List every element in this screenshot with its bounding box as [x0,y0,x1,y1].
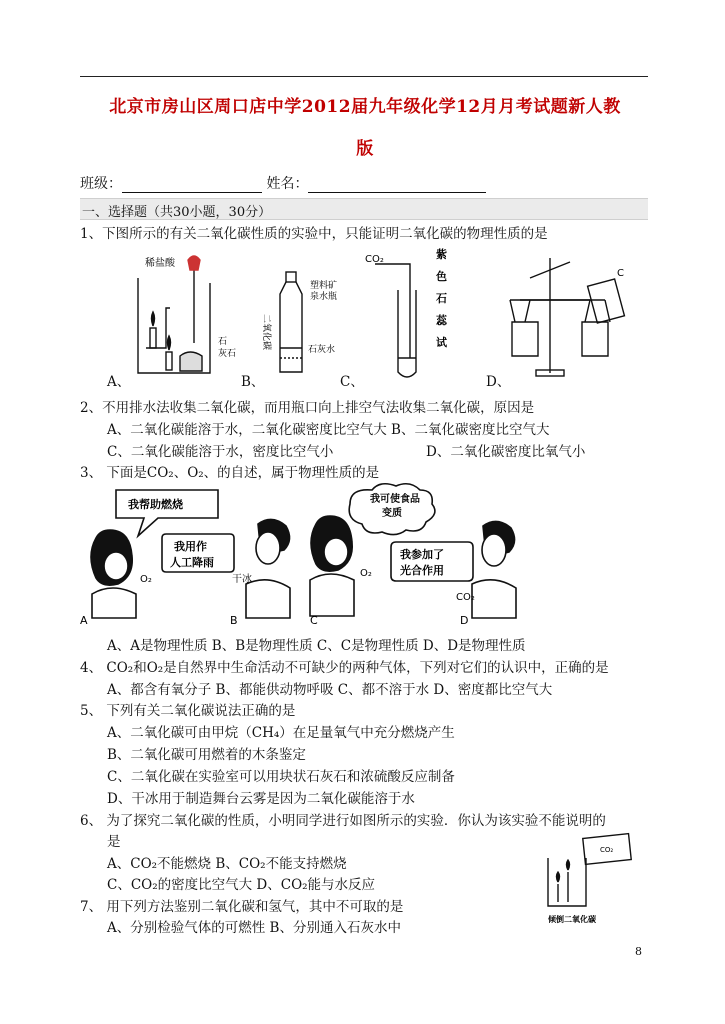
page-title: 北京市房山区周口店中学2012届九年级化学12月月考试题新人教 [109,97,621,117]
q2-options-row1: A、二氧化碳能溶于水，二氧化碳密度比空气大 B、二氧化碳密度比空气大 [107,422,550,438]
q6-caption: 倾倒二氧化碳 [548,915,596,924]
q2-option-d: D、二氧化碳密度比氧气小 [426,444,586,460]
q3-stem: 3、 下面是CO₂、O₂、的自述，属于物理性质的是 [80,465,380,481]
q7-options: A、分别检验气体的可燃性 B、分别通入石灰水中 [107,920,401,936]
cartoon-letter-d: D [460,614,469,627]
cartoon-letter-c: C [310,614,318,627]
fig-b-bottle-label2: 泉水瓶 [310,292,338,302]
fig-d-c-label: C [617,268,624,279]
q5-option-d: D、干冰用于制造舞台云雾是因为二氧化碳能溶于水 [107,791,415,807]
girl-c [310,516,354,616]
q1-label-a: A、 [107,374,131,390]
q1-figures [100,248,624,383]
q7-stem: 7、 用下列方法鉴别二氧化碳和氢气，其中不可取的是 [80,899,404,915]
q5-option-c: C、二氧化碳在实验室可以用块状石灰石和浓硫酸反应制备 [107,769,455,785]
q4-stem: 4、 CO₂和O₂是自然界中生命活动不可缺少的两种气体，下列对它们的认识中，正确的是 [80,660,609,676]
fig-c-litmus-5: 试 [436,336,447,349]
q6-stem: 6、 为了探究二氧化碳的性质，小明同学进行如图所示的实验．你认为该实验不能说明的 [80,813,606,829]
student-info [80,173,486,193]
fig-c-litmus-3: 石 [436,292,447,305]
fig-b-bottle-label1: 塑料矿 [310,281,338,291]
q5-option-b: B、二氧化碳可用燃着的木条鉴定 [107,747,306,763]
tag-o2-c: O₂ [360,568,372,579]
bubble-d-text2: 光合作用 [400,564,444,577]
fig-c-litmus-4: 蕊 [436,314,447,327]
cartoon-letter-b: B [230,614,238,627]
fig-c-litmus-1: 紫 [436,248,447,261]
fig-b-bottle [280,272,302,372]
bubble-a-text: 我帮助燃烧 [128,498,183,511]
fig-a-beaker [138,256,210,373]
fig-b-gas-label: 二氧化碳 [261,314,271,351]
q1-stem: 1、下图所示的有关二氧化碳性质的实验中，只能证明二氧化碳的物理性质的是 [80,226,548,242]
bubble-d-text1: 我参加了 [400,548,444,561]
page-title-cont: 版 [356,139,374,159]
section-header: 一、选择题（共30小题，30分） [80,198,648,220]
bubble-b-text1: 我用作 [174,540,207,553]
bubble-a [116,490,218,536]
q3-options: A、A是物理性质 B、B是物理性质 C、C是物理性质 D、D是物理性质 [107,638,526,654]
cartoon-letter-a: A [80,614,88,627]
tag-dry-ice: 干冰 [232,574,252,585]
header-rule [80,76,648,77]
q1-label-d: D、 [486,374,511,390]
fig-c-co2-label: CO₂ [365,254,384,265]
bubble-c-text2: 变质 [382,508,402,519]
q4-options: A、都含有氧分子 B、都能供动物呼吸 C、都不溶于水 D、密度都比空气大 [107,682,553,698]
class-label: 班级： [80,176,122,192]
q5-option-a: A、二氧化碳可由甲烷（CH₄）在足量氧气中充分燃烧产生 [107,725,455,741]
girl-a [91,530,136,618]
tag-co2-d: CO₂ [456,592,475,603]
q6-figure [540,832,640,928]
fig-d-balance [510,258,624,376]
boy-d [472,521,516,618]
q5-stem: 5、 下列有关二氧化碳说法正确的是 [80,703,296,719]
tag-o2-a: O₂ [140,574,152,585]
q6-options-ab: A、CO₂不能燃烧 B、CO₂不能支持燃烧 [107,856,347,872]
bubble-c-text1: 我可使食品 [370,494,420,505]
name-blank[interactable] [308,176,486,193]
fig-b-water-label: 石灰水 [308,345,336,355]
class-blank[interactable] [122,176,262,193]
name-label: 姓名： [266,176,309,192]
q2-option-c: C、二氧化碳能溶于水，密度比空气小 [107,444,334,460]
fig-c-tube [375,264,416,377]
q1-label-c: C、 [340,374,364,390]
fig-a-acid-label: 稀盐酸 [145,258,175,269]
bubble-b-text2: 人工降雨 [170,556,214,569]
q6-co2-label: CO₂ [600,846,614,854]
fig-a-stone-label1: 石 [218,337,228,347]
fig-c-litmus-2: 色 [436,270,447,283]
q6-stem-cont: 是 [107,834,121,850]
q1-label-b: B、 [241,374,265,390]
q6-options-cd: C、CO₂的密度比空气大 D、CO₂能与水反应 [107,877,376,893]
boy-b [246,519,290,618]
q2-stem: 2、不用排水法收集二氧化碳，而用瓶口向上排空气法收集二氧化碳，原因是 [80,400,535,416]
page-number: 8 [635,945,642,958]
q3-cartoon [78,484,648,628]
fig-a-stone-label2: 灰石 [218,349,237,359]
